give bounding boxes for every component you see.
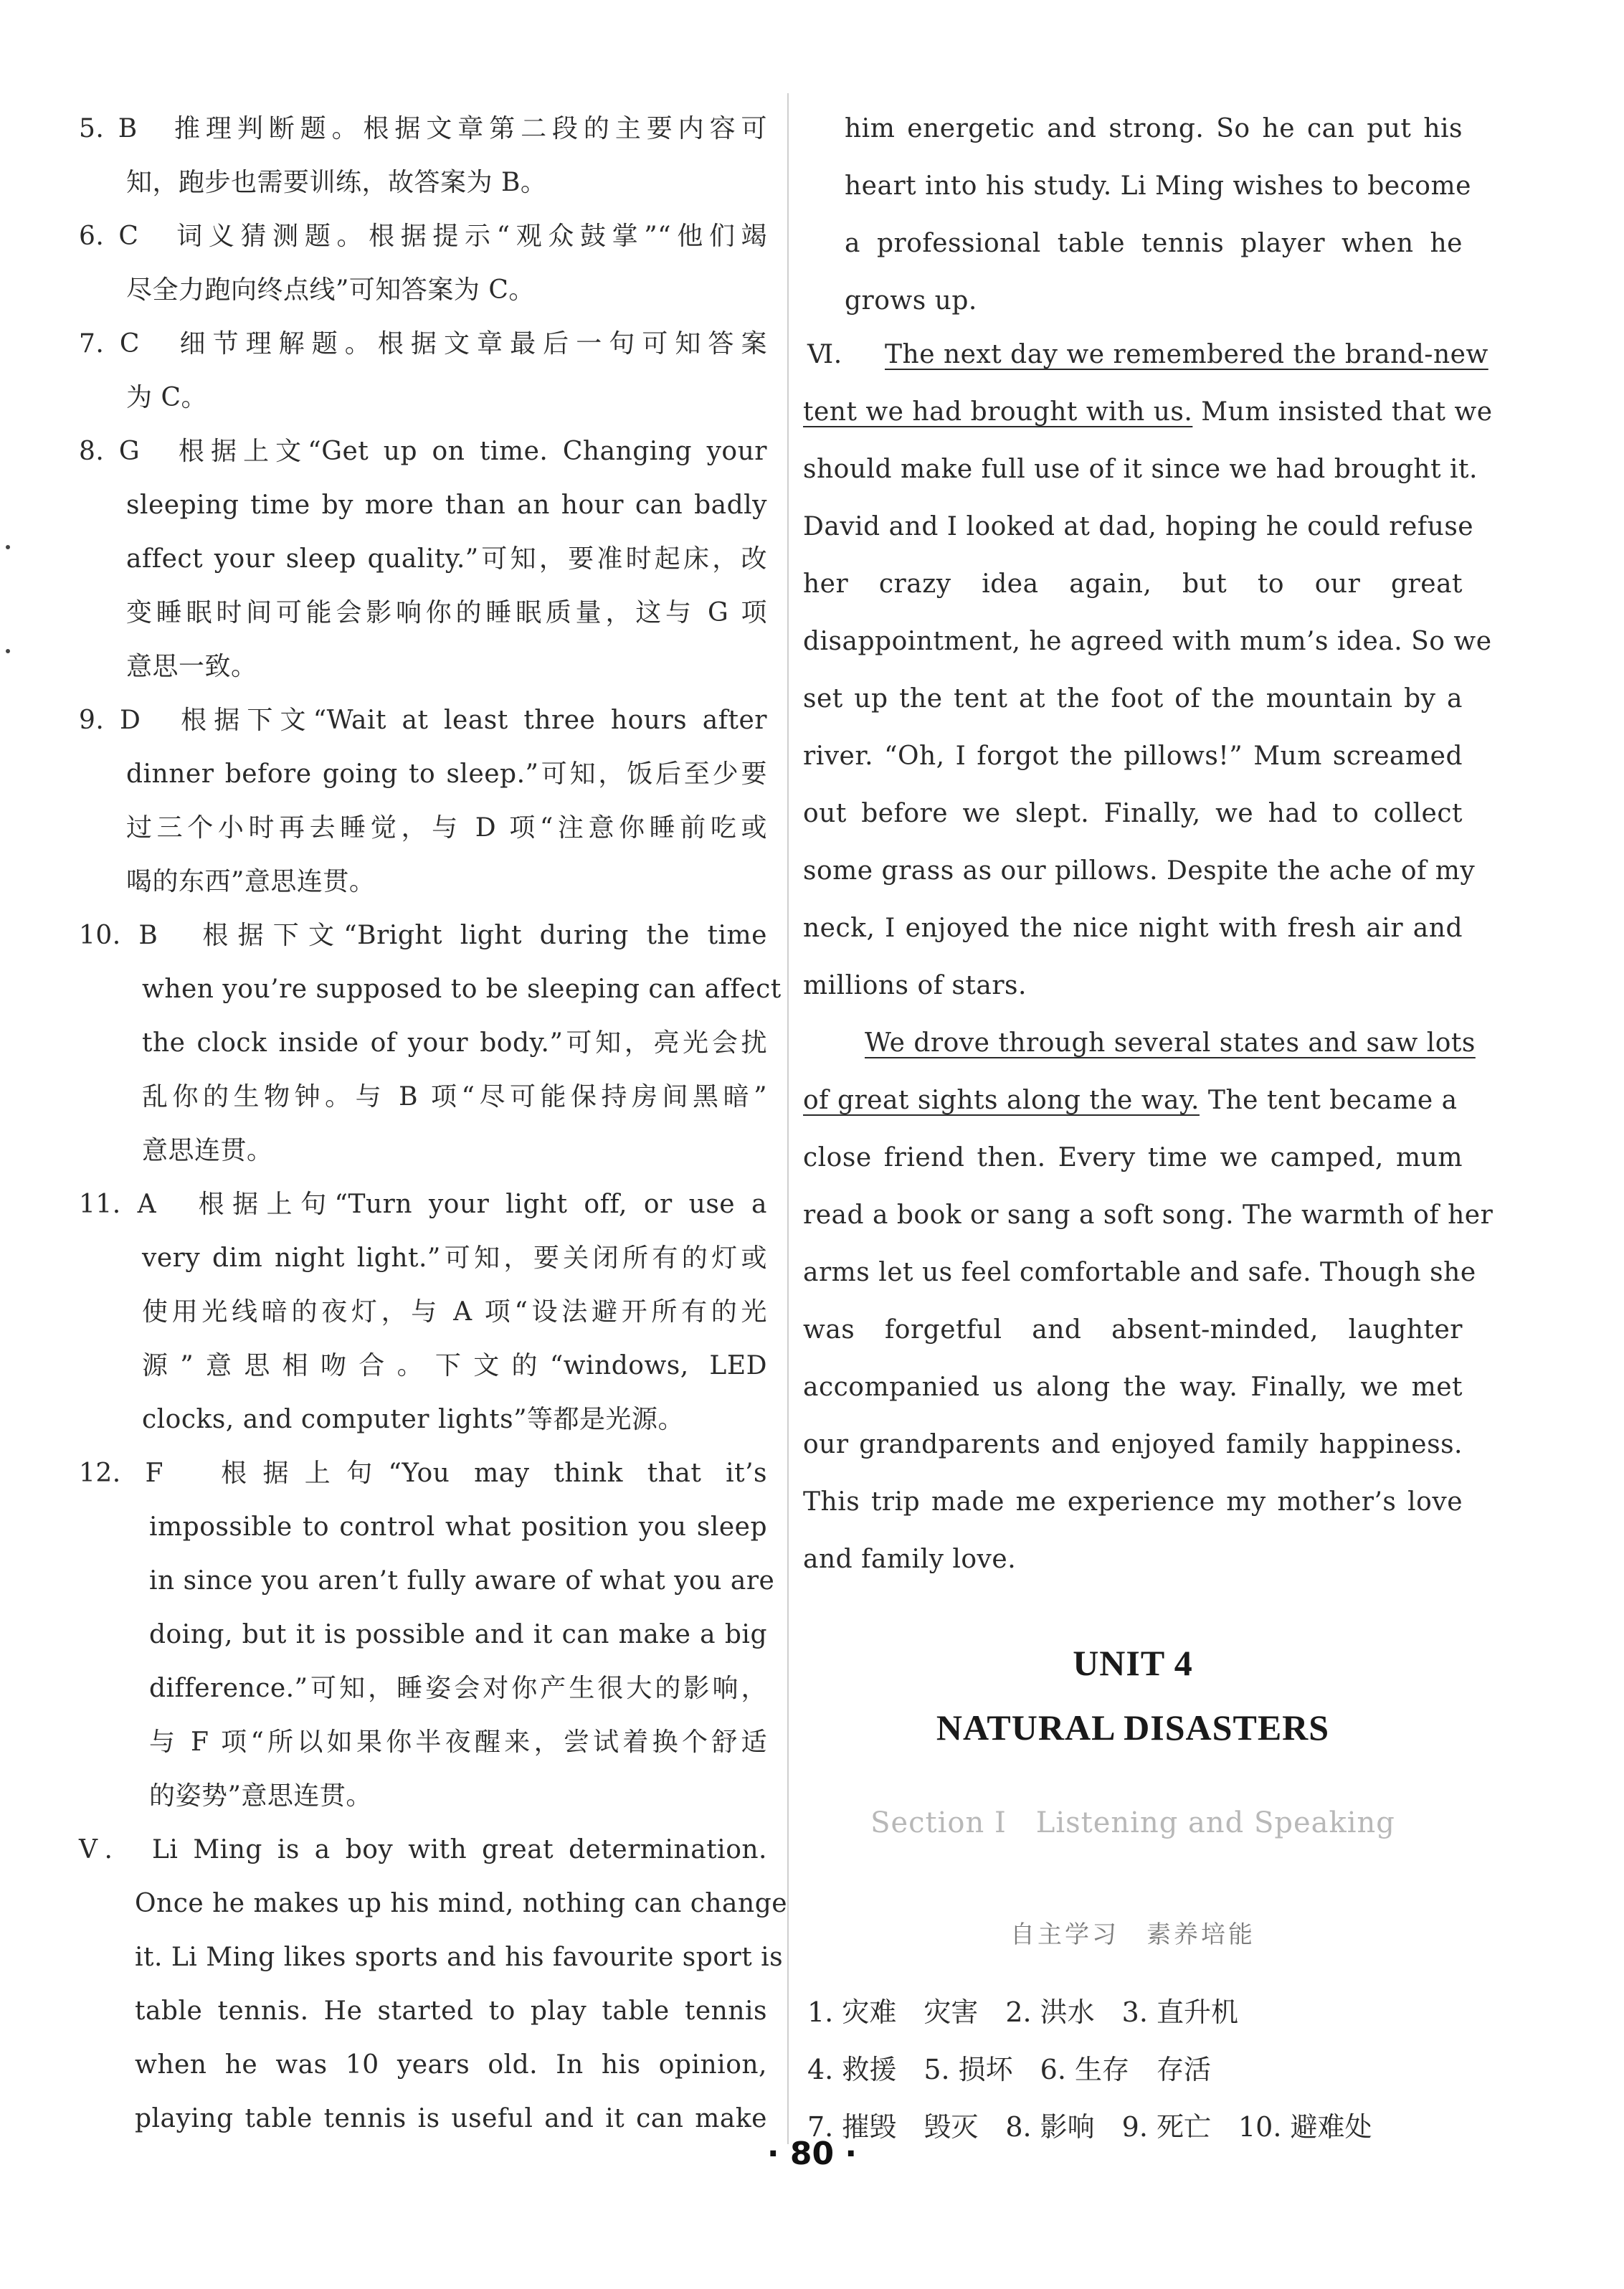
text-line: 7. C 细节理解题。根据文章最后一句可知答案 (79, 329, 767, 359)
text-line: 的姿势”意思连贯。 (149, 1781, 372, 1811)
text-line: him energetic and strong. So he can put his (845, 114, 1463, 143)
text-line: in since you aren’t fully aware of what you are (149, 1566, 775, 1596)
text-line: it. Li Ming likes sports and his favourite sport is (135, 1943, 784, 1972)
text-line: when he was 10 years old. In his opinion, (135, 2050, 767, 2080)
text-line: 尽全力跑向终点线”可知答案为 C。 (126, 275, 535, 305)
underlined-sentence: of great sights along the way. (803, 1086, 1200, 1115)
text-line: doing, but it is possible and it can make a big (149, 1620, 767, 1649)
text-line: Ⅴ. Li Ming is a boy with great determination. (79, 1835, 767, 1864)
text-line: when you’re supposed to be sleeping can affect (142, 975, 782, 1004)
text-line: disappointment, he agreed with mum’s idea. So we (803, 627, 1492, 656)
text-line (803, 1079, 1463, 1122)
text-line: a professional table tennis player when he (845, 229, 1463, 258)
text-line: 意思连贯。 (142, 1136, 273, 1165)
text-line: 源”意思相吻合。下文的“windows, LED (142, 1351, 767, 1380)
text-line: 6. C 词义猜测题。根据提示“观众鼓掌”“他们竭 (79, 222, 767, 251)
text-line: dinner before going to sleep.”可知，饭后至少要 (126, 759, 767, 789)
underlined-sentence: The next day we remembered the brand-new (885, 340, 1488, 369)
text-line: some grass as our pillows. Despite the ache of my (803, 856, 1476, 886)
text-line: difference.”可知，睡姿会对你产生很大的影响， (149, 1674, 767, 1703)
text-line: 知，跑步也需要训练，故答案为 B。 (126, 168, 547, 197)
text-line: out before we slept. Finally, we had to collect (803, 799, 1463, 828)
page-number: · 80 · (766, 2136, 858, 2172)
column-divider (787, 93, 789, 2144)
text-line: sleeping time by more than an hour can badly (126, 490, 767, 520)
part-label: Ⅵ. (807, 340, 842, 369)
text-line: This trip made me experience my mother’s love (803, 1487, 1463, 1517)
margin-mark (6, 649, 10, 653)
text-line: 使用光线暗的夜灯，与 A 项“设法避开所有的光 (142, 1297, 767, 1327)
section-subtitle: 自主学习 素养培能 (1010, 1920, 1255, 1949)
text-line: playing table tennis is useful and it can make (135, 2104, 767, 2133)
text-fragment: The tent became a (1199, 1086, 1458, 1115)
text-line: 与 F 项“所以如果你半夜醒来，尝试着换个舒适 (149, 1728, 767, 1757)
text-line: close friend then. Every time we camped, mum (803, 1143, 1463, 1172)
text-line: read a book or sang a soft song. The warmth of her (803, 1200, 1494, 1230)
text-fragment: Mum insisted that we (1192, 397, 1493, 427)
text-line: 8. G 根据上文“Get up on time. Changing your (79, 437, 767, 466)
text-line (803, 391, 1493, 434)
text-line: table tennis. He started to play table tennis (135, 1996, 767, 2026)
vocab-line: 7. 摧毁 毁灭 8. 影响 9. 死亡 10. 避难处 (807, 2111, 1372, 2143)
text-line: neck, I enjoyed the nice night with fresh air and (803, 914, 1463, 943)
text-line: grows up. (845, 286, 977, 316)
text-line: and family love. (803, 1545, 1017, 1574)
text-line: clocks, and computer lights”等都是光源。 (142, 1405, 685, 1434)
text-line: 过三个小时再去睡觉，与 D 项“注意你睡前吃或 (126, 813, 767, 843)
underlined-sentence: tent we had brought with us. (803, 397, 1193, 427)
text-line: set up the tent at the foot of the mountain by a (803, 684, 1463, 714)
unit-title: UNIT 4 (1073, 1643, 1193, 1683)
vocab-line: 4. 救援 5. 损坏 6. 生存 存活 (807, 2054, 1212, 2085)
text-line: heart into his study. Li Ming wishes to become (845, 171, 1471, 201)
text-line: should make full use of it since we had brought it. (803, 455, 1478, 484)
text-line: 5. B 推理判断题。根据文章第二段的主要内容可 (79, 114, 767, 143)
text-line: the clock inside of your body.”可知，亮光会扰 (142, 1028, 767, 1058)
vocab-line: 1. 灾难 灾害 2. 洪水 3. 直升机 (807, 1996, 1239, 2028)
text-line: 12. F 根据上句“You may think that it’s (79, 1459, 767, 1488)
text-line: Once he makes up his mind, nothing can change (135, 1889, 788, 1918)
text-line: arms let us feel comfortable and safe. Though she (803, 1258, 1476, 1287)
text-line: 乱你的生物钟。与 B 项“尽可能保持房间黑暗” (142, 1082, 767, 1112)
text-line: affect your sleep quality.”可知，要准时起床，改 (126, 544, 767, 574)
text-line: 11. A 根据上句“Turn your light off, or use a (79, 1190, 767, 1219)
text-line: 为 C。 (126, 383, 207, 412)
text-line: accompanied us along the way. Finally, we met (803, 1373, 1463, 1402)
text-line: 意思一致。 (126, 652, 257, 681)
margin-mark (6, 545, 10, 549)
text-line: 10. B 根据下文“Bright light during the time (79, 921, 767, 950)
text-line: millions of stars. (803, 971, 1027, 1000)
text-line: her crazy idea again, but to our great (803, 569, 1463, 599)
text-line: very dim night light.”可知，要关闭所有的灯或 (142, 1243, 767, 1273)
text-line: 变睡眠时间可能会影响你的睡眠质量，这与 G 项 (126, 598, 767, 627)
text-line: David and I looked at dad, hoping he could refuse (803, 512, 1474, 541)
text-line: river. “Oh, I forgot the pillows!” Mum screamed (803, 741, 1463, 771)
underlined-sentence: We drove through several states and saw lots (865, 1028, 1476, 1058)
section-title: Section Ⅰ Listening and Speaking (870, 1806, 1395, 1839)
text-line: impossible to control what position you sleep (149, 1512, 767, 1542)
unit-subtitle: NATURAL DISASTERS (936, 1707, 1330, 1748)
text-line: 喝的东西”意思连贯。 (126, 867, 376, 896)
text-line: 9. D 根据下文“Wait at least three hours after (79, 706, 767, 735)
text-line: was forgetful and absent-minded, laughter (803, 1315, 1463, 1345)
text-line: our grandparents and enjoyed family happiness. (803, 1430, 1463, 1459)
